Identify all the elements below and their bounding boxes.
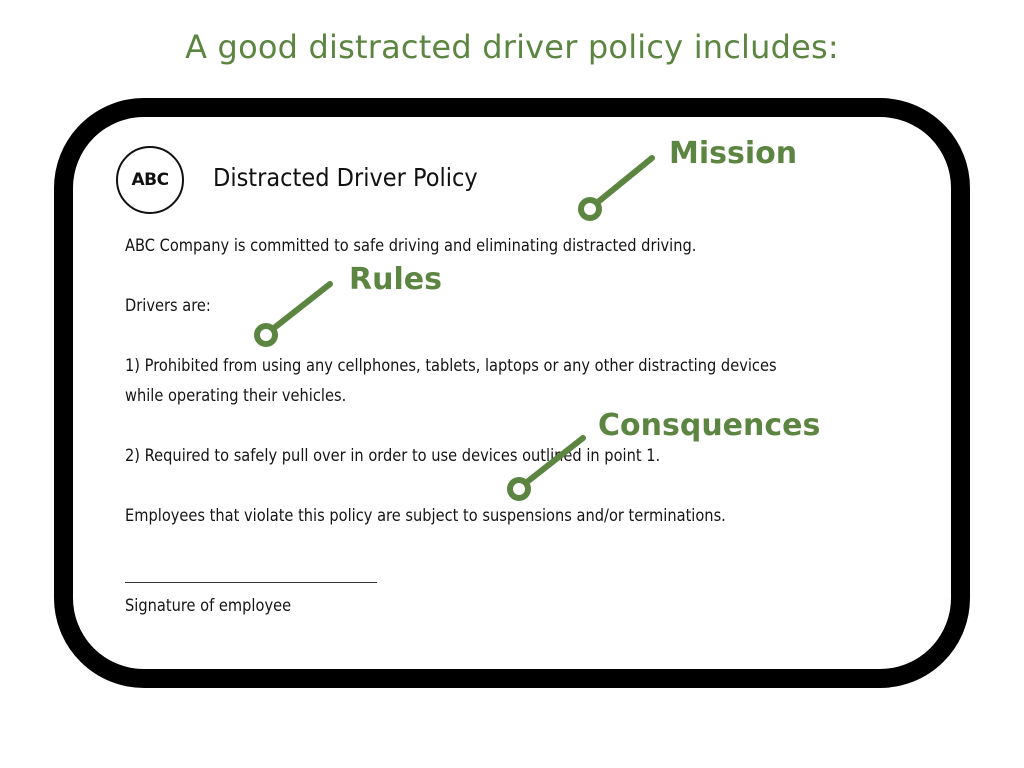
signature-label: Signature of employee xyxy=(125,596,292,616)
callout-mission: Mission xyxy=(669,136,798,171)
page-heading: A good distracted driver policy includes: xyxy=(185,28,839,66)
signature-line xyxy=(125,582,377,583)
drivers-intro: Drivers are: xyxy=(125,296,211,316)
mission-statement: ABC Company is committed to safe driving and eliminating distracted driving. xyxy=(125,236,697,256)
company-logo: ABC xyxy=(116,146,184,214)
policy-title: Distracted Driver Policy xyxy=(213,163,478,192)
callout-rules: Rules xyxy=(349,262,442,297)
rule-1-line-2: while operating their vehicles. xyxy=(125,386,347,406)
rule-2: 2) Required to safely pull over in order to use devices outlined in point 1. xyxy=(125,446,661,466)
rule-1-line-1: 1) Prohibited from using any cellphones, tablets, laptops or any other distracting devices xyxy=(125,356,777,376)
consequences-statement: Employees that violate this policy are subject to suspensions and/or terminations. xyxy=(125,506,726,526)
callout-consequences: Consquences xyxy=(598,408,821,443)
